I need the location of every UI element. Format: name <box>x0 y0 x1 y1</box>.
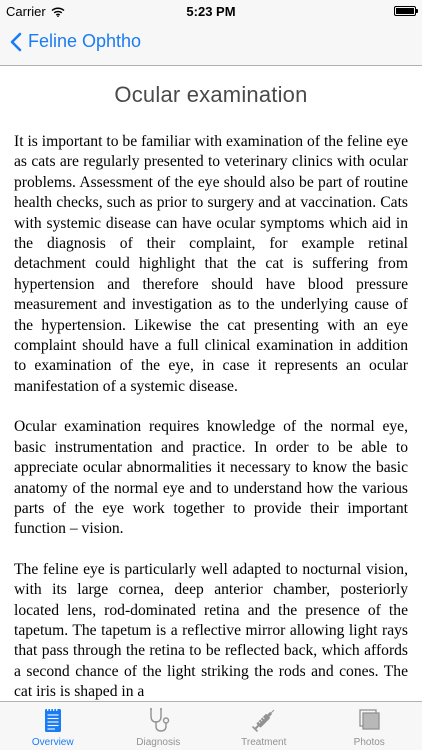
battery-fill <box>396 8 414 14</box>
back-button[interactable] <box>10 31 141 52</box>
tab-photos[interactable] <box>317 702 422 750</box>
article-paragraph: Ocular examination requires knowledge of the normal eye, basic instrumentation and practice. In order to be able to appreciate ocular abnormalities it necessary to know the basic anatomy of the normal eye and to understand how the various parts of the eye work together to provide their important function – vision. <box>14 418 408 538</box>
tab-label: Treatment <box>241 737 287 748</box>
photos-icon <box>354 705 384 735</box>
tab-bar <box>0 701 422 750</box>
tab-label: Diagnosis <box>136 737 181 748</box>
tab-label: Photos <box>353 737 385 748</box>
battery-icon <box>394 6 416 16</box>
back-button-label: Feline Ophtho <box>28 31 142 51</box>
tab-treatment[interactable] <box>211 702 317 750</box>
content-scroll-area[interactable] <box>0 66 422 702</box>
article-paragraph: The feline eye is particularly well adapted to nocturnal vision, with its large cornea, deep anterior chamber, posteriorly located lens, rod-dominated retina and the presence of the tapetum. The tapetum is a reflective mirror allowing light rays that pass through the retina to be reflected back, which affords a second chance of the light striking the rods and cones. The cat iris is shaped in a <box>14 560 408 701</box>
status-bar <box>0 0 422 22</box>
nav-bar <box>0 22 422 66</box>
carrier-label: Carrier <box>6 4 46 19</box>
chevron-left-icon <box>10 32 22 52</box>
syringe-icon <box>249 705 279 735</box>
article-paragraph: It is important to be familiar with examination of the feline eye as cats are regularly presented to veterinary clinics with ocular problems. Assessment of the eye should also be part of routine health checks, such as prior to surgery and at vaccination. Cats with systemic disease can have ocular symptoms which aid in the diagnosis of their complaint, for example retinal detachment could highlight that the cat is suffering from hypertension and therefore should have blood pressure measurement and investigation as to the underlying cause of the hypertension. Likewise the cat presenting with an eye complaint should have a full clinical examination in addition to examination of the eye, in case it represents an ocular manifestation of a systemic disease. <box>14 133 408 395</box>
tab-overview[interactable] <box>0 702 106 750</box>
status-time: 5:23 PM <box>186 4 236 19</box>
tab-diagnosis[interactable] <box>106 702 212 750</box>
notepad-icon <box>38 705 68 735</box>
stethoscope-icon <box>143 705 173 735</box>
page-title: Ocular examination <box>114 82 308 107</box>
article-body <box>0 108 422 702</box>
tab-label: Overview <box>31 737 74 748</box>
